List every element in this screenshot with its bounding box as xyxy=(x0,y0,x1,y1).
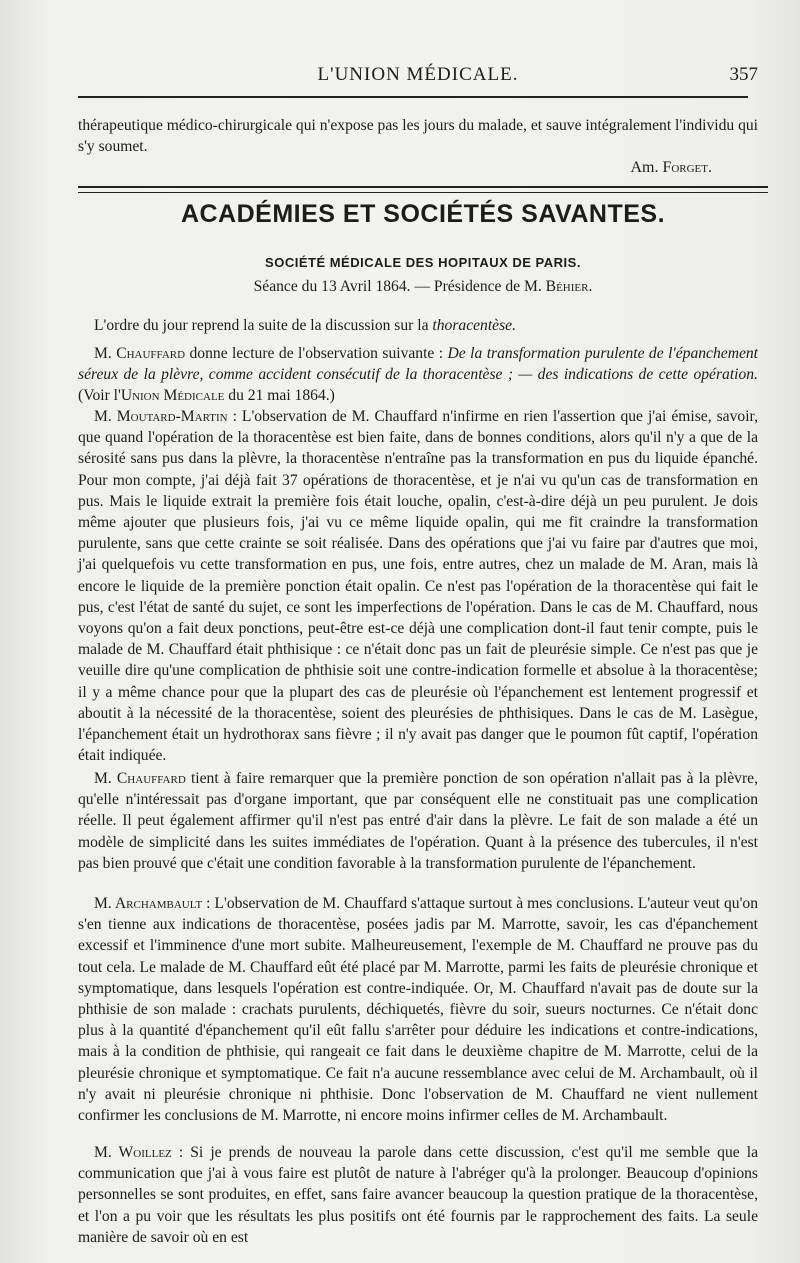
paragraph-text: du 21 mai 1864.) xyxy=(224,387,335,405)
agenda-italic: thoracentèse. xyxy=(432,317,516,334)
paragraph-moutard-martin xyxy=(78,406,758,766)
society-name: SOCIÉTÉ MÉDICALE DES HOPITAUX DE PARIS. xyxy=(265,255,581,270)
speaker-name: M. Chauffard xyxy=(94,770,186,787)
header-rule xyxy=(78,96,748,98)
paragraph-text: : L'observation de M. Chauffard n'infirme en rien l'assertion que j'ai émise, savoir, que quand l'opération de la thoracentèse est bien faite, dans de bonnes conditions, alors qu'il n'y a que de la sérosité sans pus dans la plèvre, la thoracentèse n'entraîne pas la transformation en pus du liquide épanché. Pour mon compte, j'ai déjà fait 37 opérations de thoracentèse, et je n'ai vu qu'un cas de transformation en pus. Mais le liquide extrait la première fois était louche, opalin, c'est-à-dire déjà un peu purulent. Je dois même ajouter que plusieurs fois, j'ai vu ce même liquide opalin, qui me fit craindre la transformation purulente, sans que cette crainte se soit réalisée. Dans des opérations que j'ai vu faire par d'autres que moi, j'ai quelquefois vu cette transformation en pus, une fois, entre autres, chez un malade de M. Aran, mais là encore le liquide de la première ponction était opalin. Ce n'est pas l'opération de la thoracentèse qui fait le pus, c'est l'état de santé du sujet, ce sont les imperfections de l'opération. Dans le cas de M. Chauffard, nous voyons qu'on a fait deux ponctions, peut-être est-ce déjà une complication dont-il faut tenir compte, puis le malade de M. Chauffard était phthisique : ce n'était donc pas un fait de pleurésie simple. Ce n'est pas que je veuille dire qu'une complication de phthisie soit une contre-indication formelle et absolue à la thoracentèse; il y a même chance pour que la plupart des cas de pleurésie où l'épanchement est lentement progressif et aboutit à la nécessité de la thoracentèse, soient des pleurésies de phthisiques. Dans le cas de M. Lasègue, l'épanchement était un hydrothorax sans fièvre ; il n'y avait pas danger que le poumon fût captif, l'opération était indiquée. xyxy=(78,408,759,765)
article-signature xyxy=(630,159,712,177)
section-title: ACADÉMIES ET SOCIÉTÉS SAVANTES. xyxy=(180,200,666,228)
journal-name: Union Médicale xyxy=(120,387,225,405)
paragraph-chauffard-reading xyxy=(78,343,758,407)
intro-line-1: thérapeutique médico-chirurgicale qui n'expose pas les jours du malade, et sauve xyxy=(78,117,582,134)
paragraph-text: (Voir l' xyxy=(78,387,121,405)
intro-line-2: intégralement l'individu qui s'y soumet. xyxy=(78,117,758,156)
page-header xyxy=(78,62,758,90)
speaker-name: M. Moutard-Martin xyxy=(94,408,228,425)
paragraph-text: donne lecture de l'observation suivante : xyxy=(185,345,448,362)
session-text: Séance du 13 Avril 1864. — Présidence de M. xyxy=(253,278,546,295)
paragraph-text: : L'observation de M. Chauffard s'attaque surtout à mes conclusions. L'auteur veut qu'on s'en tienne aux indications de thoracentèse, posées jadis par M. Marrotte, savoir, les cas d'épanchement excessif et l'imminence d'une mort subite. Malheureusement, l'exemple de M. Chauffard ne prouve pas du tout cela. Le malade de M. Chauffard eût été placé par M. Marrotte, parmi les faits de pleurésie chronique et symptomatique, dans lesquels l'opération est contre-indiquée. Or, M. Chauffard n'avait pas de doute sur la phthisie de son malade : crachats purulents, déchiquetés, fièvre du soir, sueurs nocturnes. Ce n'était donc plus à la quantité d'épanchement qu'il eût fallu s'arrêter pour déduire les indications et contre-indications, mais à la condition de phthisie, qui rangeait ce fait dans le deuxième chapitre de M. Marrotte, celui de la pleurésie chronique et symptomatique. Ce fait n'a aucune ressemblance avec celui de M. Archambault, où il n'y avait ni pleurésie chronique ni phthisie. Donc l'observation de M. Chauffard ne vient nullement confirmer les conclusions de M. Marrotte, ni encore moins infirmer celles de M. Archambault. xyxy=(78,895,758,1125)
page-number: 357 xyxy=(729,64,758,85)
section-divider xyxy=(78,186,768,193)
paragraph-agenda xyxy=(78,315,758,336)
president-name: Béhier. xyxy=(545,278,593,295)
speaker-name: M. Chauffard xyxy=(94,345,186,362)
paragraph-woillez xyxy=(78,1142,758,1248)
paragraph-text: tient à faire remarquer que la première ponction de son opération n'allait pas à la plèvre, qu'elle n'intéressait pas d'organe important, que par conséquent elle ne constituait pas une complication réelle. Il peut également affirmer qu'il n'est pas entré d'air dans la plèvre. Le fait de son malade a été un modèle de simplicité dans les suites immédiates de l'opération. Quant à la présence des tubercules, il n'est pas bien prouvé que c'était une condition favorable à la transformation purulente de l'épanchement. xyxy=(78,770,758,872)
agenda-text: L'ordre du jour reprend la suite de la discussion sur la xyxy=(94,317,433,334)
running-title: L'UNION MÉDICALE. xyxy=(317,64,519,85)
signature-prefix: Am. xyxy=(630,159,663,176)
session-line xyxy=(78,278,768,296)
observation-title: De la transformation purulente de l'épanchement séreux de la plèvre, comme accident consécutif de la thoracentèse ; — des indications de cette opération. xyxy=(78,345,759,384)
intro-paragraph xyxy=(78,115,758,157)
speaker-name: M. Woillez xyxy=(94,1144,172,1161)
paragraph-archambault xyxy=(78,893,758,1126)
speaker-name: M. Archambault xyxy=(94,895,203,912)
paragraph-chauffard-reply xyxy=(78,768,758,874)
signature-name: Forget. xyxy=(662,159,712,176)
paragraph-text: : Si je prends de nouveau la parole dans cette discussion, c'est qu'il me semble que la communication que j'ai à vous faire est plutôt de nature à l'abréger qu'à la prolonger. Beaucoup d'opinions personnelles se sont produites, en effet, sans faire avancer beaucoup la question pratique de la thoracentèse, et l'on a pu voir que les résultats les plus positifs ont été fournis par le rapprochement des faits. La seule manière de savoir où en est xyxy=(78,1144,758,1246)
